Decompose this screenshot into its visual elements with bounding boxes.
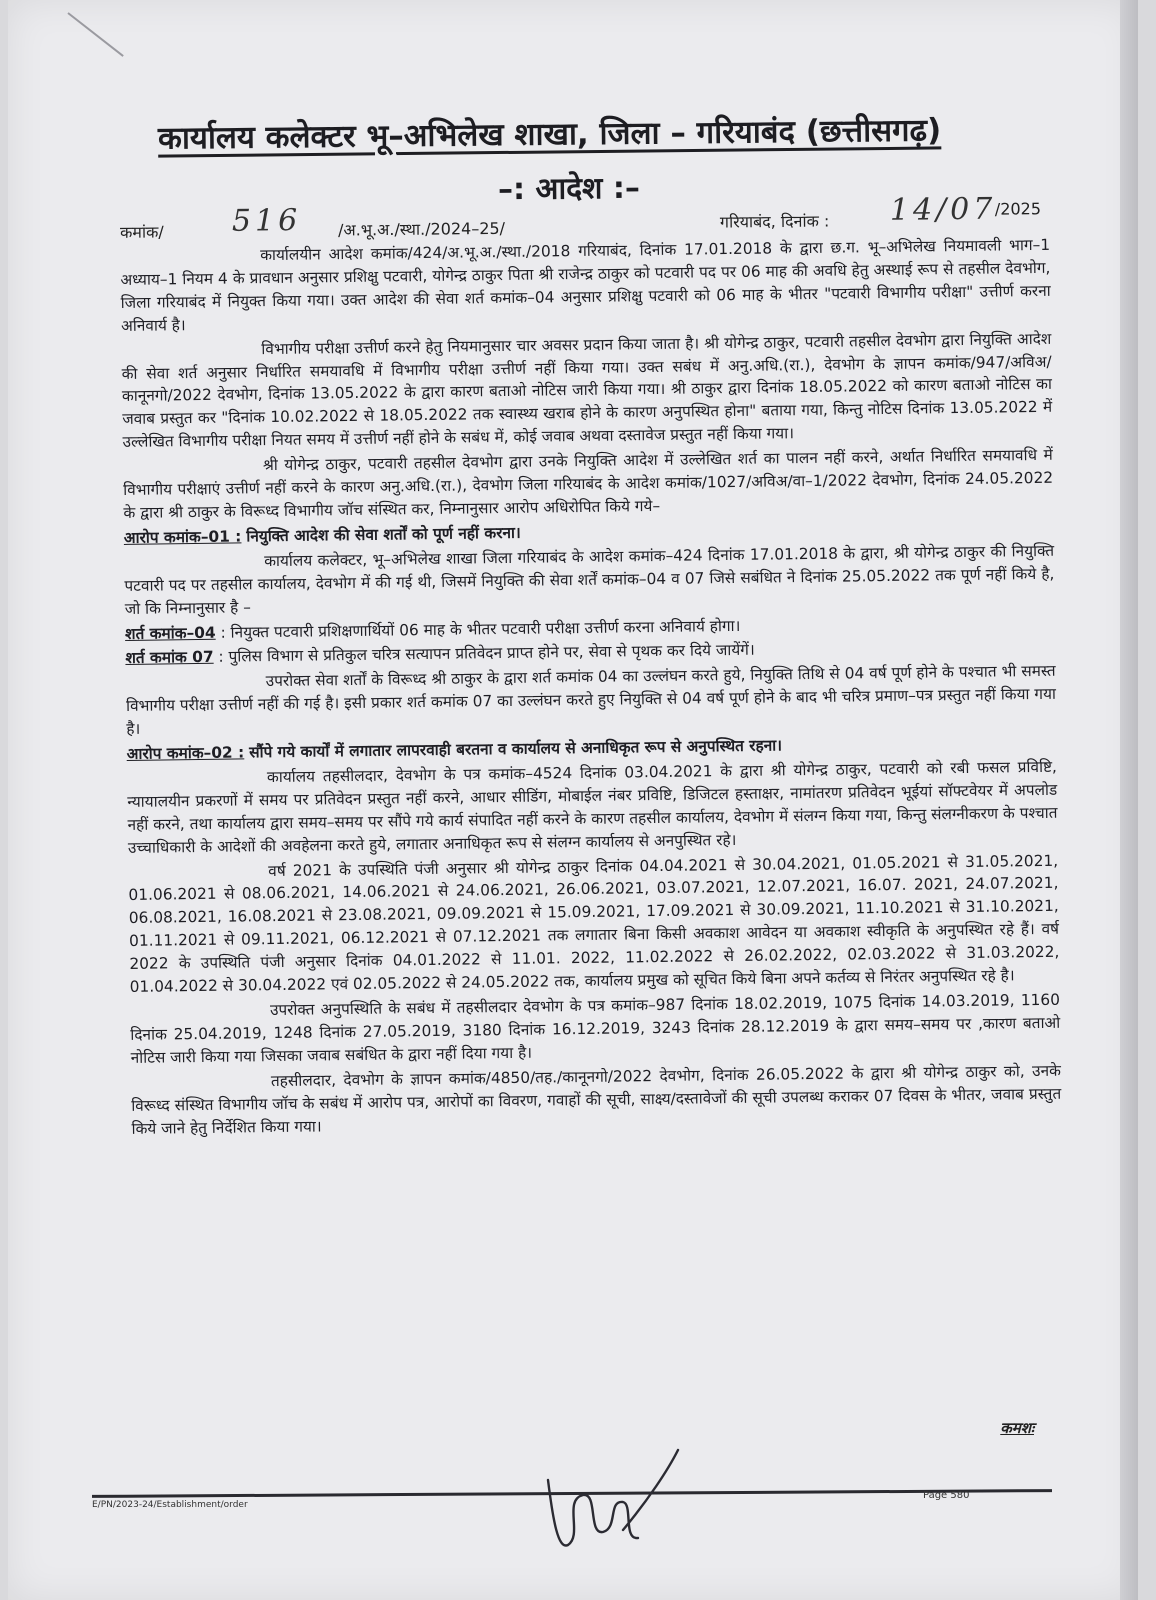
ref-suffix: /अ.भू.अ./स्था./2024–25/ [337,218,506,240]
paragraph-2: विभागीय परीक्षा उत्तीर्ण करने हेतु नियमानुसार चार अवसर प्रदान किया जाता है। श्री योगेन्द्र ठाकुर, पटवारी तहसील देवभोग द्वारा नियुक्ति आदेश की सेवा शर्त अनुसार निर्धारित समयावधि में विभागीय परीक्षा उत्तीर्ण नहीं किया गया। उक्त सबंध में अनु.अधि.(रा.), देवभोग के ज्ञापन कमांक/947/अविअ/कानूनगो/2022 देवभोग, दिनांक 13.05.2022 के द्वारा कारण बताओ नोटिस जारी किया गया। श्री ठाकुर द्वारा दिनांक 18.05.2022 को कारण बताओ नोटिस का जवाब प्रस्तुत कर "दिनांक 10.02.2022 से 18.05.2022 तक स्वास्थ्य खराब होने के कारण अनुपस्थित होना" बताया गया, किन्तु नोटिस दिनांक 13.05.2022 में उल्लेखित विभागीय परीक्षा नियत समय में उत्तीर्ण नहीं होने के सबंध में, कोई जवाब अथवा दस्तावेज प्रस्तुत नहीं किया गया। [121,329,1053,452]
condition-07-text: : पुलिस विभाग से प्रतिकुल चरित्र सत्यापन प्रतिवेदन प्राप्त होने पर, सेवा से पृथक कर दिये जायेंगें। [218,641,755,667]
paragraph-5: उपरोक्त सेवा शर्तों के विरूध्द श्री ठाकुर के द्वारा शर्त कमांक 04 का उल्लंघन करते हुये, नियुक्ति तिथि से 04 वर्ष पूर्ण होने के पश्चात भी समस्त विभागीय परीक्षा उत्तीर्ण नहीं की गई है। इसी प्रकार शर्त कमांक 07 का उल्लंघन करते हुए नियुक्ति से 04 वर्ष पूर्ण होने के बाद भी चरित्र प्रमाण–पत्र प्रस्तुत नहीं किया गया है। [125,662,1057,739]
paragraph-4: कार्यालय कलेक्टर, भू–अभिलेख शाखा जिला गरियाबंद के आदेश कमांक–424 दिनांक 17.01.2018 के द्वारा, श्री योगेन्द्र ठाकुर की नियुक्ति पटवारी पद पर तहसील कार्यालय, देवभोग में की गई थी, जिसमें नियुक्ति की सेवा शर्तें कमांक–04 व 07 जिसे सबंधित ने दिनांक 25.05.2022 तक पूर्ण नहीं किये है, जो कि निम्नानुसार है – [124,541,1055,618]
paragraph-8: उपरोक्त अनुपस्थिति के सबंध में तहसीलदार देवभोग के पत्र कमांक–987 दिनांक 18.02.2019, 1075 दिनांक 14.03.2019, 1160 दिनांक 25.04.2019, 1248 दिनांक 27.05.2019, 3180 दिनांक 16.12.2019, 3243 दिनांक 28.12.2019 के द्वारा समय–समय पर ,कारण बताओ नोटिस जारी किया गया जिसका जवाब सबंधित के द्वारा नहीं दिया गया है। [130,990,1061,1067]
condition-07-label: शर्त कमांक 07 [125,648,214,668]
date-handwritten: 14/07 [889,191,997,228]
fold-mark [67,12,123,57]
footer-page-number: Page 580 [923,1490,970,1501]
paragraph-9: तहसीलदार, देवभोग के ज्ञापन कमांक/4850/तह./कानूनगो/2022 देवभोग, दिनांक 26.05.2022 के द्वारा श्री योगेन्द्र ठाकुर को, उनके विरूध्द संस्थित विभागीय जॉच के सबंध में आरोप पत्र, आरोपों का विवरण, गवाहों की सूची, साक्ष्य/दस्तावेजों की सूची उपलब्ध कराकर 07 दिवस के भीतर, जवाब प्रस्तुत किये जाने हेतु निर्देशित किया गया। [131,1061,1062,1138]
office-title: कार्यालय कलेक्टर भू–अभिलेख शाखा, जिला – गरियाबंद (छत्तीसगढ़) [157,112,942,157]
charge-2-label: आरोप कमांक–02 : [126,743,245,763]
date-year: /2025 [994,199,1042,219]
paragraph-7: वर्ष 2021 के उपस्थिति पंजी अनुसार श्री योगेन्द्र ठाकुर दिनांक 04.04.2021 से 30.04.2021, 01.05.2021 से 31.05.2021, 01.06.2021 से 08.06.2021, 14.06.2021 से 24.06.2021, 26.06.2021, 03.07.2021, 12.07.2021, 16.07. 2021, 24.07.2021, 06.08.2021, 16.08.2021 से 23.08.2021, 09.09.2021 से 15.09.2021, 17.09.2021 से 30.09.2021, 11.10.2021 से 31.10.2021, 01.11.2021 से 09.11.2021, 06.12.2021 से 07.12.2021 तक लगातार बिना किसी अवकाश आवेदन या अवकाश स्वीकृति के अनुपस्थित रहे हैं। वर्ष 2022 के उपस्थिति पंजी अनुसार दिनांक 04.01.2022 से 11.01. 2022, 11.02.2022 से 26.02.2022, 02.03.2022 से 31.03.2022, 01.04.2022 से 30.04.2022 एवं 02.05.2022 से 24.05.2022 तक, कार्यालय प्रमुख को सूचित किये बिना अपने कर्तव्य से निरंतर अनुपस्थित रहे है। [128,851,1060,997]
charge-1-label: आरोप कमांक–01 : [123,527,242,547]
page-edge [1120,0,1138,1600]
continued-marker: कमशः [1000,1419,1034,1437]
condition-04-label: शर्त कमांक–04 [124,623,216,643]
signature-mark [528,1440,688,1570]
document-page [8,0,1138,1600]
paragraph-1: कार्यालयीन आदेश कमांक/424/अ.भू.अ./स्था./2018 गरियाबंद, दिनांक 17.01.2018 के द्वारा छ.ग. भू–अभिलेख नियमावली भाग–1 अध्याय–1 नियम 4 के प्रावधान अनुसार प्रशिक्षु पटवारी, योगेन्द्र ठाकुर पिता श्री राजेन्द्र ठाकुर को पटवारी पद पर 06 माह की अवधि हेतु अस्थाई रूप से तहसील देवभोग, जिला गरियाबंद में नियुक्त किया गया। उक्त आदेश की सेवा शर्त कमांक–04 अनुसार प्रशिक्षु पटवारी को 06 माह के भीतर "पटवारी विभागीय परीक्षा" उत्तीर्ण करना अनिवार्य है। [120,235,1051,335]
paragraph-6: कार्यालय तहसीलदार, देवभोग के पत्र कमांक–4524 दिनांक 03.04.2021 के द्वारा श्री योगेन्द्र ठाकुर, पटवारी को रबी फसल प्रविष्टि, न्यायालयीन प्रकरणों में समय पर प्रतिवेदन प्रस्तुत नहीं करने, आधार सीडिंग, मोबाईल नंबर प्रविष्टि, डिजिटल हस्ताक्षर, नामांतरण प्रतिवेदन भूईयां सॉफ्टवेयर में अपलोड नहीं करने, तथा कार्यालय द्वारा समय–समय पर सौंपे गये कार्य संपादित नहीं करने के कारण तहसील कार्यालय, देवभोग में संलग्न किया गया, किन्तु संलग्नीकरण के पश्चात उच्चाधिकारी के आदेशों की अवहेलना करते हुये, लगातार अनाधिकृत रूप से संलग्न कार्यालय से अनपुस्थित रहे। [127,757,1058,857]
charge-1-title: नियुक्ति आदेश की सेवा शर्तों को पूर्ण नहीं करना। [246,523,521,546]
ref-number-handwritten: 516 [231,202,302,239]
place-date-label: गरियाबंद, दिनांक : [719,211,830,232]
order-heading: –: आदेश :– [497,170,641,208]
footer-file-ref: E/PN/2023-24/Establishment/order [92,1500,248,1510]
order-body [120,234,1062,1143]
condition-04-text: : नियुक्त पटवारी प्रशिक्षणार्थियों 06 माह के भीतर पटवारी परीक्षा उत्तीर्ण करना अनिवार्य होगा। [220,616,741,642]
ref-label: कमांक/ [119,222,164,242]
paragraph-3: श्री योगेन्द्र ठाकुर, पटवारी तहसील देवभोग द्वारा उनके नियुक्ति आदेश में उल्लेखित शर्त का पालन नहीं करने, अर्थात निर्धारित समयावधि में विभागीय परीक्षाएं उत्तीर्ण नहीं करने के कारण अनु.अधि.(रा.), देवभोग जिला गरियाबंद के आदेश कमांक/1027/अविअ/वा–1/2022 देवभोग, दिनांक 24.05.2022 के द्वारा श्री ठाकुर के विरूध्द विभागीय जॉच संस्थित कर, निम्नानुसार आरोप अधिरोपित किये गये– [123,445,1054,522]
charge-2-title: सौंपे गये कार्यों में लगातार लापरवाही बरतना व कार्यालय से अनाधिकृत रूप से अनुपस्थित रहना। [249,736,783,762]
